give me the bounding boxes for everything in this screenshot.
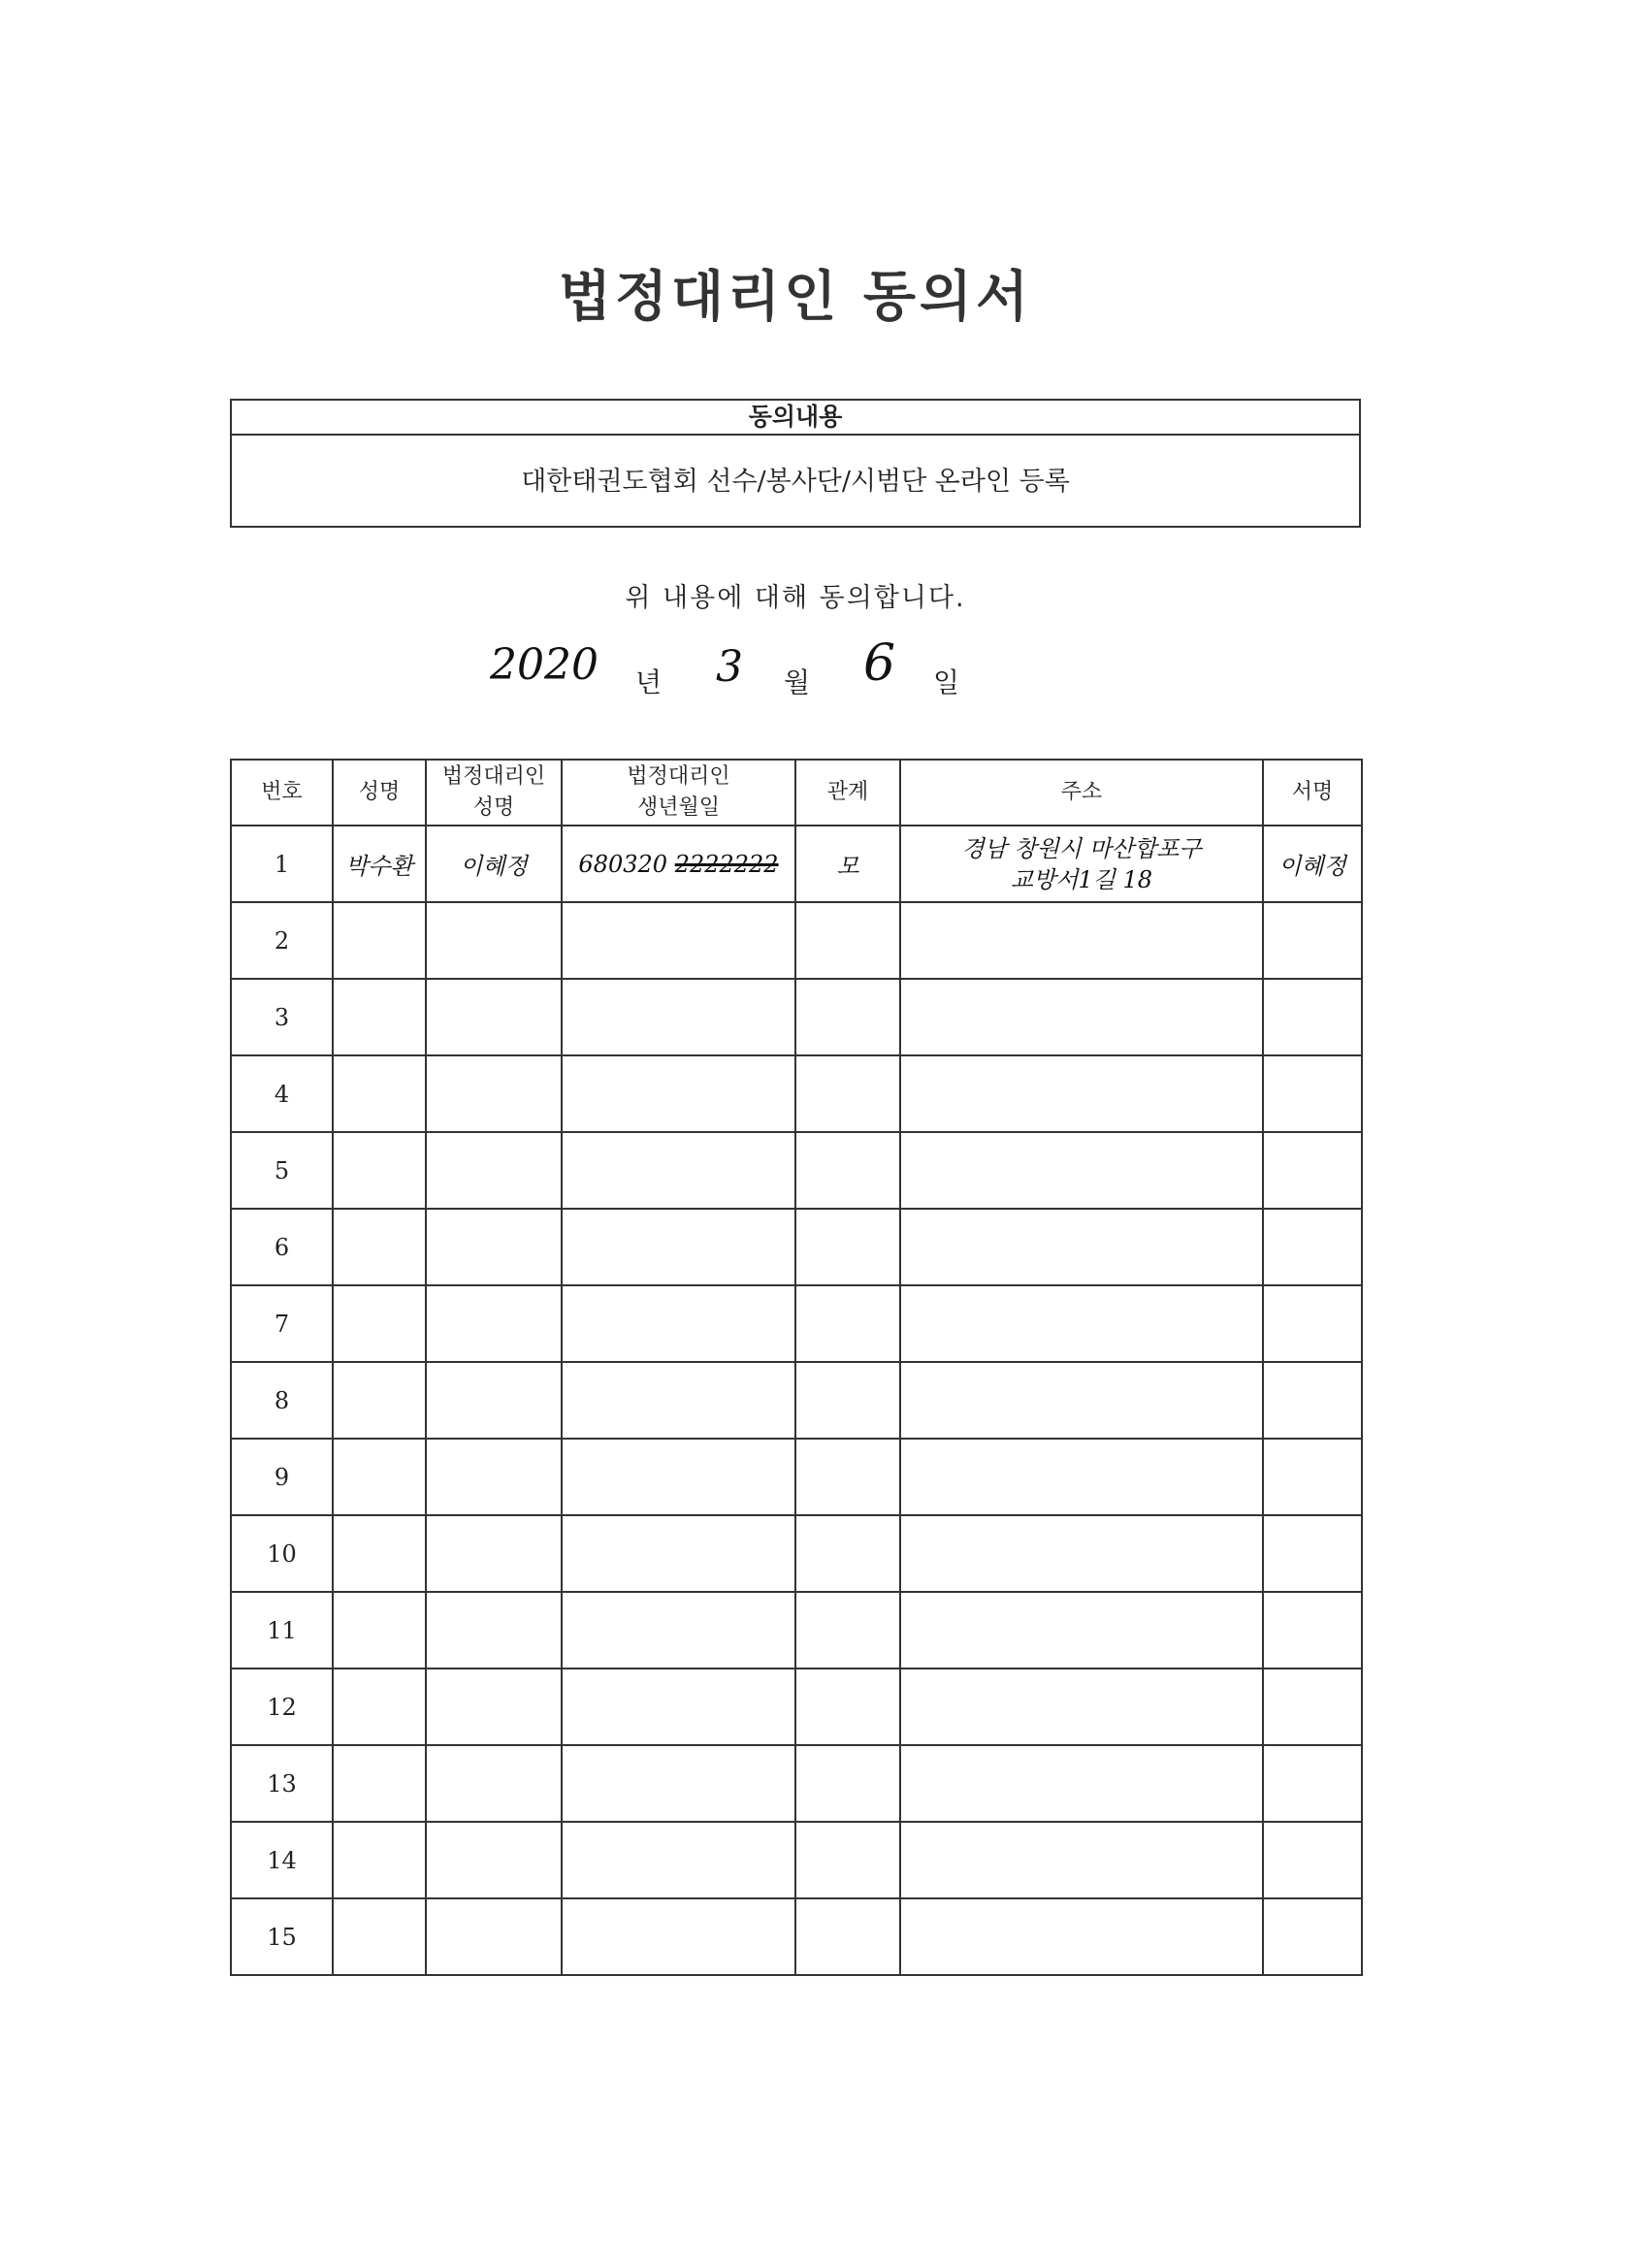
row-address [900, 1209, 1263, 1285]
row-relation [795, 1439, 900, 1515]
row-no: 2 [231, 902, 333, 979]
row-no: 7 [231, 1285, 333, 1362]
row-guardian-birth [562, 1822, 795, 1898]
agree-statement: 위 내용에 대해 동의합니다. [625, 583, 966, 613]
date-year-unit: 년 [635, 666, 663, 698]
row-relation [795, 902, 900, 979]
date-month: 3 [716, 642, 743, 692]
consent-box [230, 399, 1361, 528]
row-no: 9 [231, 1439, 333, 1515]
row-address [900, 1592, 1263, 1669]
table-row [231, 1669, 1362, 1745]
row-signature [1263, 1439, 1362, 1515]
row-relation [795, 1669, 900, 1745]
row-relation: 모 [795, 826, 900, 902]
row-address [900, 1515, 1263, 1592]
row-guardian-birth [562, 1055, 795, 1132]
row-relation [795, 1132, 900, 1209]
table-row [231, 1132, 1362, 1209]
row-guardian-birth [562, 1209, 795, 1285]
row-relation [795, 1285, 900, 1362]
row-guardian-name [426, 1362, 562, 1439]
row-signature [1263, 902, 1362, 979]
row-name [333, 1669, 426, 1745]
header-guardian-birth-line2: 생년월일 [636, 795, 720, 820]
row-address [900, 979, 1263, 1055]
row-guardian-name [426, 1592, 562, 1669]
row-guardian-birth [562, 1132, 795, 1209]
row-address [900, 826, 1263, 902]
row-address [900, 1362, 1263, 1439]
table-header-row [231, 760, 1362, 826]
row-no: 8 [231, 1362, 333, 1439]
row-guardian-birth [562, 1669, 795, 1745]
header-name: 성명 [333, 760, 426, 826]
row-guardian-name: 이혜정 [426, 826, 562, 902]
table-row [231, 1439, 1362, 1515]
table-row [231, 1515, 1362, 1592]
row-signature [1263, 1592, 1362, 1669]
row-address [900, 1132, 1263, 1209]
row-name: 박수환 [333, 826, 426, 902]
row-guardian-birth [562, 1362, 795, 1439]
row-guardian-name [426, 1515, 562, 1592]
document-title: 법정대리인 동의서 [558, 266, 1033, 329]
row-name [333, 1898, 426, 1975]
row-relation [795, 1898, 900, 1975]
header-guardian-name-line2: 성명 [472, 795, 515, 820]
row-guardian-name [426, 1132, 562, 1209]
row-address [900, 1055, 1263, 1132]
table-row [231, 1898, 1362, 1975]
row-guardian-name [426, 1285, 562, 1362]
row-guardian-birth [562, 1515, 795, 1592]
row-address [900, 1745, 1263, 1822]
row-address-line1: 경남 창원시 마산합포구 [961, 834, 1202, 862]
row-address [900, 1439, 1263, 1515]
date-month-unit: 월 [784, 666, 811, 698]
date-day: 6 [863, 634, 896, 693]
row-no: 5 [231, 1132, 333, 1209]
row-guardian-name [426, 1822, 562, 1898]
row-guardian-name [426, 902, 562, 979]
row-name [333, 1439, 426, 1515]
row-relation [795, 1055, 900, 1132]
row-signature [1263, 979, 1362, 1055]
row-guardian-birth [562, 979, 795, 1055]
row-no: 14 [231, 1822, 333, 1898]
row-guardian-name [426, 1898, 562, 1975]
row-guardian-birth [562, 1745, 795, 1822]
row-guardian-name [426, 1669, 562, 1745]
row-no: 11 [231, 1592, 333, 1669]
table-row [231, 1055, 1362, 1132]
row-name [333, 1745, 426, 1822]
header-signature: 서명 [1263, 760, 1362, 826]
date-row [0, 634, 1649, 708]
row-name [333, 1362, 426, 1439]
header-relation: 관계 [795, 760, 900, 826]
row-guardian-birth-struck: 2222222 [674, 850, 779, 878]
row-relation [795, 1209, 900, 1285]
row-no: 10 [231, 1515, 333, 1592]
row-name [333, 979, 426, 1055]
row-no: 4 [231, 1055, 333, 1132]
row-signature [1263, 1209, 1362, 1285]
table-row [231, 826, 1362, 902]
row-signature: 이혜정 [1263, 826, 1362, 902]
date-day-unit: 일 [933, 666, 960, 698]
row-guardian-birth [562, 1439, 795, 1515]
row-signature [1263, 1285, 1362, 1362]
row-no: 13 [231, 1745, 333, 1822]
row-relation [795, 1822, 900, 1898]
row-relation [795, 979, 900, 1055]
row-no: 1 [231, 826, 333, 902]
row-address [900, 1669, 1263, 1745]
row-signature [1263, 1515, 1362, 1592]
row-guardian-name [426, 1209, 562, 1285]
row-guardian-birth [562, 902, 795, 979]
row-signature [1263, 1898, 1362, 1975]
row-signature [1263, 1822, 1362, 1898]
row-guardian-name [426, 1745, 562, 1822]
row-guardian-birth-value: 680320 [578, 850, 668, 878]
row-guardian-name [426, 979, 562, 1055]
registration-table [230, 759, 1363, 1976]
table-row [231, 1745, 1362, 1822]
row-guardian-birth [562, 1285, 795, 1362]
header-guardian-birth [562, 760, 795, 826]
row-address-line2: 교방서1길 18 [1010, 865, 1153, 893]
table-row [231, 1362, 1362, 1439]
row-relation [795, 1515, 900, 1592]
row-guardian-birth [562, 1592, 795, 1669]
header-guardian-birth-line1: 법정대리인 [627, 764, 730, 789]
row-signature [1263, 1362, 1362, 1439]
row-signature [1263, 1132, 1362, 1209]
row-address [900, 1285, 1263, 1362]
header-no: 번호 [231, 760, 333, 826]
row-address [900, 902, 1263, 979]
header-address: 주소 [900, 760, 1263, 826]
row-no: 6 [231, 1209, 333, 1285]
row-name [333, 1132, 426, 1209]
row-relation [795, 1592, 900, 1669]
row-guardian-birth [562, 826, 795, 902]
row-signature [1263, 1055, 1362, 1132]
row-name [333, 1209, 426, 1285]
table-row [231, 1285, 1362, 1362]
row-address [900, 1898, 1263, 1975]
consent-body: 대한태권도협회 선수/봉사단/시범단 온라인 등록 [521, 467, 1070, 497]
row-name [333, 1055, 426, 1132]
table-row [231, 1822, 1362, 1898]
table-row [231, 902, 1362, 979]
table-row [231, 1592, 1362, 1669]
header-guardian-name [426, 760, 562, 826]
row-no: 12 [231, 1669, 333, 1745]
row-name [333, 1592, 426, 1669]
header-guardian-name-line1: 법정대리인 [441, 764, 546, 789]
row-name [333, 1285, 426, 1362]
date-year: 2020 [490, 640, 598, 690]
row-relation [795, 1745, 900, 1822]
table-row [231, 1209, 1362, 1285]
row-signature [1263, 1669, 1362, 1745]
row-name [333, 902, 426, 979]
row-name [333, 1515, 426, 1592]
row-no: 15 [231, 1898, 333, 1975]
row-signature [1263, 1745, 1362, 1822]
table-row [231, 979, 1362, 1055]
row-guardian-name [426, 1439, 562, 1515]
row-address [900, 1822, 1263, 1898]
row-guardian-birth [562, 1898, 795, 1975]
row-guardian-name [426, 1055, 562, 1132]
row-relation [795, 1362, 900, 1439]
row-name [333, 1822, 426, 1898]
consent-header: 동의내용 [232, 401, 1359, 436]
row-no: 3 [231, 979, 333, 1055]
